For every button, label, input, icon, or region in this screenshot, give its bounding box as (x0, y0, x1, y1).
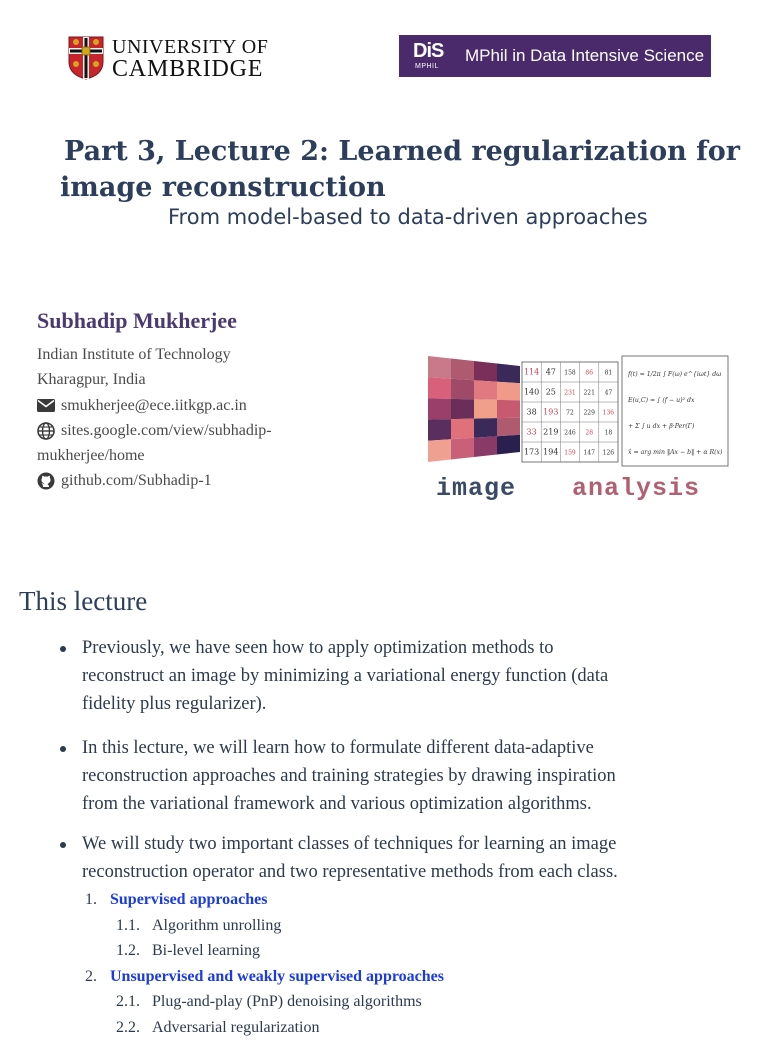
bullet-line: In this lecture, we will learn how to formulate different data-adaptive (82, 734, 718, 762)
bullet-dot-icon (60, 842, 66, 848)
bullet-line: from the variational framework and various optimization algorithms. (82, 790, 718, 818)
outline-number: 2.1. (116, 989, 152, 1015)
matrix-value: 33 (527, 427, 537, 436)
pixel-cell (497, 382, 520, 401)
illustration-word-analysis: analysis (572, 474, 700, 503)
matrix-value: 47 (546, 367, 556, 376)
matrix-value: 25 (546, 387, 556, 396)
outline-subitem (82, 989, 718, 1015)
outline-subitem (82, 1015, 718, 1040)
pixel-cell (497, 435, 520, 455)
pixel-cell (474, 380, 497, 400)
bullet-item (58, 830, 718, 1040)
matrix-value: 18 (605, 429, 613, 436)
pixel-cell (428, 419, 451, 441)
bullet-item (58, 734, 718, 818)
matrix-value: 38 (527, 407, 537, 416)
cambridge-shield-icon (68, 36, 104, 80)
formula-line: f(t) = 1/2π ∫ F(ω) e^{iωt} dω (627, 371, 721, 378)
programme-banner (399, 35, 711, 77)
programme-name: MPhil in Data Intensive Science (465, 46, 704, 66)
matrix-value: 159 (564, 449, 576, 456)
outline-number: 1. (85, 887, 110, 913)
bullet-line: fidelity plus regularizer). (82, 690, 718, 718)
website-row-continued[interactable] (37, 443, 272, 468)
matrix-value: 173 (524, 447, 539, 456)
matrix-value: 219 (543, 427, 558, 436)
pixel-grid (428, 356, 520, 462)
bullet-line: reconstruction approaches and training strategies by drawing inspiration (82, 762, 718, 790)
matrix-value: 246 (564, 429, 576, 436)
outline-label: Plug-and-play (PnP) denoising algorithms (152, 993, 422, 1010)
pixel-cell (428, 377, 451, 399)
bullet-line: reconstruction operator and two representative methods from each class. (82, 858, 718, 886)
pixel-cell (451, 359, 474, 381)
outline-label: Supervised approaches (110, 891, 268, 908)
outline-number: 2.2. (116, 1015, 152, 1040)
dis-logo (399, 35, 453, 77)
institution-line1: Indian Institute of Technology (37, 342, 231, 367)
matrix-value: 194 (543, 447, 558, 456)
formula-line: x̂ = arg min ‖Ax − b‖ + α R(x) (628, 449, 723, 456)
pixel-cell (428, 356, 451, 379)
website-link[interactable] (61, 418, 272, 443)
lecture-subtitle: From model-based to data-driven approaches (168, 205, 648, 229)
pixel-cell (451, 379, 474, 400)
github-row[interactable] (37, 468, 272, 493)
title-line1: Part 3, Lecture 2: Learned regularization for (60, 134, 740, 170)
matrix-value: 231 (564, 389, 575, 396)
envelope-icon (37, 393, 57, 418)
bullet-dot-icon (60, 646, 66, 652)
matrix-value: 229 (583, 409, 595, 416)
outline-subitem (82, 938, 718, 964)
outline-label: Unsupervised and weakly supervised approaches (110, 968, 444, 985)
pixel-cell (428, 439, 451, 462)
outline-label: Adversarial regularization (152, 1019, 319, 1036)
bullet-dot-icon (60, 746, 66, 752)
pixel-cell (474, 361, 497, 382)
dis-mark-sub: MPHIL (415, 63, 439, 70)
pixel-cell (451, 399, 474, 419)
bullet-line: Previously, we have seen how to apply optimization methods to (82, 634, 718, 662)
website-line2[interactable]: mukherjee/home (37, 443, 145, 468)
outline-label: Algorithm unrolling (152, 917, 281, 934)
pixel-cell (497, 364, 520, 384)
formula-panel (622, 356, 728, 466)
outline-item (82, 887, 718, 913)
pixel-cell (451, 419, 474, 440)
outline-item (82, 964, 718, 990)
outline-number: 2. (85, 964, 110, 990)
email-row[interactable] (37, 393, 272, 418)
email-link[interactable]: smukherjee@ece.iitkgp.ac.in (61, 393, 247, 418)
pixel-cell (428, 398, 451, 419)
matrix-value: 193 (543, 407, 558, 416)
matrix-value: 221 (583, 389, 594, 396)
matrix-value: 86 (585, 369, 593, 376)
matrix-value: 140 (524, 387, 539, 396)
bullet-line: reconstruct an image by minimizing a variational energy function (data (82, 662, 718, 690)
title-line2: image reconstruction (60, 172, 386, 203)
author-contacts (37, 393, 272, 493)
outline-number: 1.2. (116, 938, 152, 964)
lecture-title (60, 134, 740, 206)
author-name: Subhadip Mukherjee (37, 308, 237, 334)
matrix-value: 158 (564, 369, 576, 376)
globe-icon (37, 418, 57, 443)
outline-subitem (82, 913, 718, 939)
pixel-cell (497, 418, 520, 437)
illustration-word-image: image (436, 474, 516, 503)
institution-line2: Kharagpur, India (37, 367, 231, 392)
matrix-value: 81 (605, 369, 613, 376)
matrix-value: 28 (585, 429, 593, 436)
pixel-cell (474, 436, 497, 457)
github-link[interactable]: github.com/Subhadip-1 (61, 468, 212, 493)
author-institution (37, 342, 231, 392)
website-row[interactable] (37, 418, 272, 443)
pixel-cell (451, 438, 474, 460)
outline-label: Bi-level learning (152, 942, 260, 959)
matrix-value: 126 (603, 449, 615, 456)
pixel-cell (497, 400, 520, 418)
pixel-cell (474, 399, 497, 418)
outline-number: 1.1. (116, 913, 152, 939)
website-line1: sites.google.com/view/subhadip- (61, 418, 272, 443)
bullet-line: We will study two important classes of techniques for learning an image (82, 830, 718, 858)
matrix-value: 136 (603, 409, 615, 416)
number-matrix (522, 362, 618, 462)
university-line1: UNIVERSITY OF (112, 36, 268, 58)
university-logo (68, 36, 268, 80)
formula-line: E(u,C) = ∫ (f − u)² dx (627, 397, 695, 404)
section-heading: This lecture (19, 586, 147, 617)
pixel-cell (474, 418, 497, 438)
bullet-item (58, 634, 718, 718)
matrix-value: 147 (583, 449, 595, 456)
lecture-bullet-list (58, 634, 718, 1040)
github-icon (37, 468, 57, 493)
dis-mark-text: DiS (413, 40, 443, 63)
university-line2: CAMBRIDGE (112, 58, 268, 80)
university-wordmark (112, 36, 268, 80)
matrix-value: 47 (605, 389, 613, 396)
matrix-value: 72 (566, 409, 574, 416)
formula-line: + Σ ∫ u dx + β·Per(Γ) (628, 423, 695, 430)
matrix-value: 114 (524, 367, 539, 376)
